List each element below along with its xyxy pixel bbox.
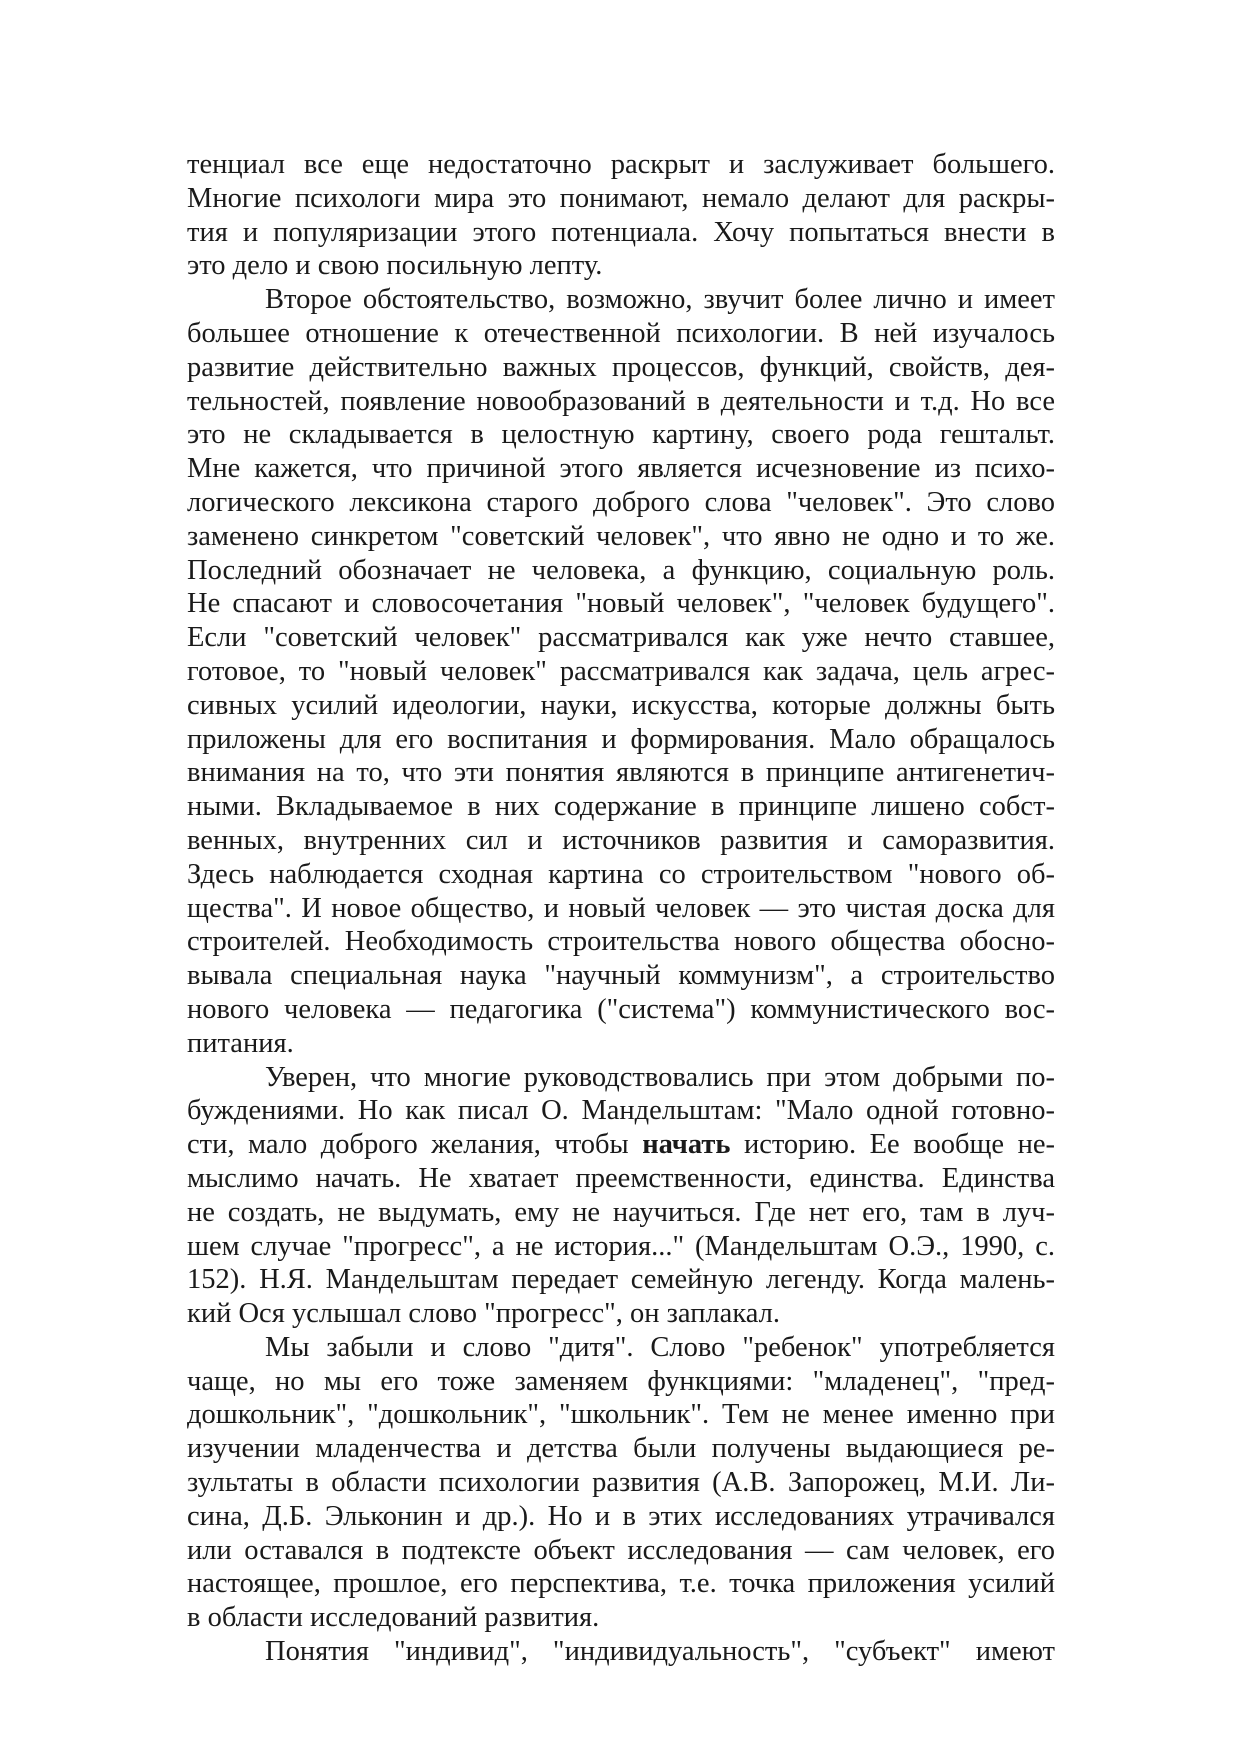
- text-line: чаще, но мы его тоже заменяем функциями: "младенец", "пред-: [187, 1365, 1055, 1397]
- document-page: [187, 148, 1055, 1669]
- text-line: ными. Вкладываемое в них содержание в принципе лишено собст-: [187, 791, 1055, 823]
- text-line: настоящее, прошлое, его перспектива, т.е. точка приложения усилий: [187, 1568, 1055, 1600]
- text-line: изучении младенчества и детства были получены выдающиеся ре-: [187, 1433, 1055, 1465]
- text-line: щества". И новое общество, и новый человек — это чистая доска для: [187, 892, 1055, 924]
- text-line: готовое, то "новый человек" рассматривался как задача, цель агрес-: [187, 655, 1055, 687]
- text-line: шем случае "прогресс", а не история..." (Мандельштам О.Э., 1990, с.: [187, 1230, 1055, 1262]
- text-line: Понятия "индивид", "индивидуальность", "субъект" имеют: [265, 1636, 1055, 1668]
- paragraph-4: [187, 1331, 1055, 1635]
- text-line: тенциал все еще недостаточно раскрыт и заслуживает большего.: [187, 149, 1055, 180]
- text-line: тельностей, появление новообразований в деятельности и т.д. Но все: [187, 385, 1055, 417]
- text-line: Если "советский человек" рассматривался как уже нечто ставшее,: [187, 622, 1055, 654]
- text-line: Не спасают и словосочетания "новый человек", "человек будущего".: [187, 588, 1055, 620]
- text-line: в области исследований развития.: [187, 1602, 600, 1634]
- text-line: это дело и свою посильную лепту.: [187, 250, 603, 282]
- text-line: дошкольник", "дошкольник", "школьник". Тем не менее именно при: [187, 1399, 1055, 1431]
- text-line: Многие психологи мира это понимают, немало делают для раскры-: [187, 182, 1055, 214]
- text-line: тия и популяризации этого потенциала. Хочу попытаться внести в: [187, 216, 1055, 248]
- text-line: развитие действительно важных процессов, функций, свойств, дея-: [187, 351, 1055, 383]
- text-line: это не складывается в целостную картину, своего рода гештальт.: [187, 419, 1055, 451]
- text-line: кий Ося услышал слово "прогресс", он заплакал.: [187, 1298, 780, 1330]
- paragraph-3: [187, 1061, 1055, 1331]
- text-line: Последний обозначает не человека, а функцию, социальную роль.: [187, 554, 1055, 586]
- text-line: венных, внутренних сил и источников развития и саморазвития.: [187, 824, 1055, 856]
- text-line: сина, Д.Б. Эльконин и др.). Но и в этих исследованиях утрачивался: [187, 1500, 1055, 1532]
- text-line: внимания на то, что эти понятия являются в принципе антигенетич-: [187, 757, 1055, 789]
- text-line-with-emphasis: [187, 1128, 1055, 1162]
- text-line: или оставался в подтексте объект исследования — сам человек, его: [187, 1534, 1055, 1566]
- text-line: приложены для его воспитания и формирования. Мало обращалось: [187, 723, 1055, 755]
- emphasized-word: начать: [642, 1129, 731, 1161]
- text-line: Мне кажется, что причиной этого является исчезновение из психо-: [187, 453, 1055, 485]
- text-line: буждениями. Но как писал О. Мандельштам: "Мало одной готовно-: [187, 1095, 1055, 1127]
- text-line: Второе обстоятельство, возможно, звучит более лично и имеет: [265, 284, 1055, 316]
- text-line: логического лексикона старого доброго слова "человек". Это слово: [187, 486, 1055, 518]
- text-line: Мы забыли и слово "дитя". Слово "ребенок" употребляется: [265, 1331, 1055, 1363]
- text-line: большее отношение к отечественной психологии. В ней изучалось: [187, 317, 1055, 349]
- text-line: строителей. Необходимость строительства нового общества обосно-: [187, 926, 1055, 958]
- text-line: мыслимо начать. Не хватает преемственности, единства. Единства: [187, 1162, 1055, 1194]
- text-line: питания.: [187, 1027, 294, 1059]
- text-line: Здесь наблюдается сходная картина со строительством "нового об-: [187, 858, 1055, 890]
- paragraph-1: [187, 148, 1055, 283]
- text-line: сивных усилий идеологии, науки, искусства, которые должны быть: [187, 689, 1055, 721]
- text-line: нового человека — педагогика ("система") коммунистического вос-: [187, 993, 1055, 1025]
- text-line: зультаты в области психологии развития (А.В. Запорожец, М.И. Ли-: [187, 1467, 1055, 1499]
- text-line: Уверен, что многие руководствовались при этом добрыми по-: [265, 1061, 1055, 1093]
- paragraph-5: [187, 1635, 1055, 1669]
- paragraph-2: [187, 283, 1055, 1060]
- text-segment: историю. Ее вообще не-: [730, 1129, 1055, 1161]
- text-line: 152). Н.Я. Мандельштам передает семейную легенду. Когда малень-: [187, 1264, 1055, 1296]
- text-line: вывала специальная наука "научный коммунизм", а строительство: [187, 960, 1055, 992]
- text-segment: сти, мало доброго желания, чтобы: [187, 1129, 643, 1161]
- text-line: не создать, не выдумать, ему не научиться. Где нет его, там в луч-: [187, 1196, 1055, 1228]
- text-line: заменено синкретом "советский человек", что явно не одно и то же.: [187, 520, 1055, 552]
